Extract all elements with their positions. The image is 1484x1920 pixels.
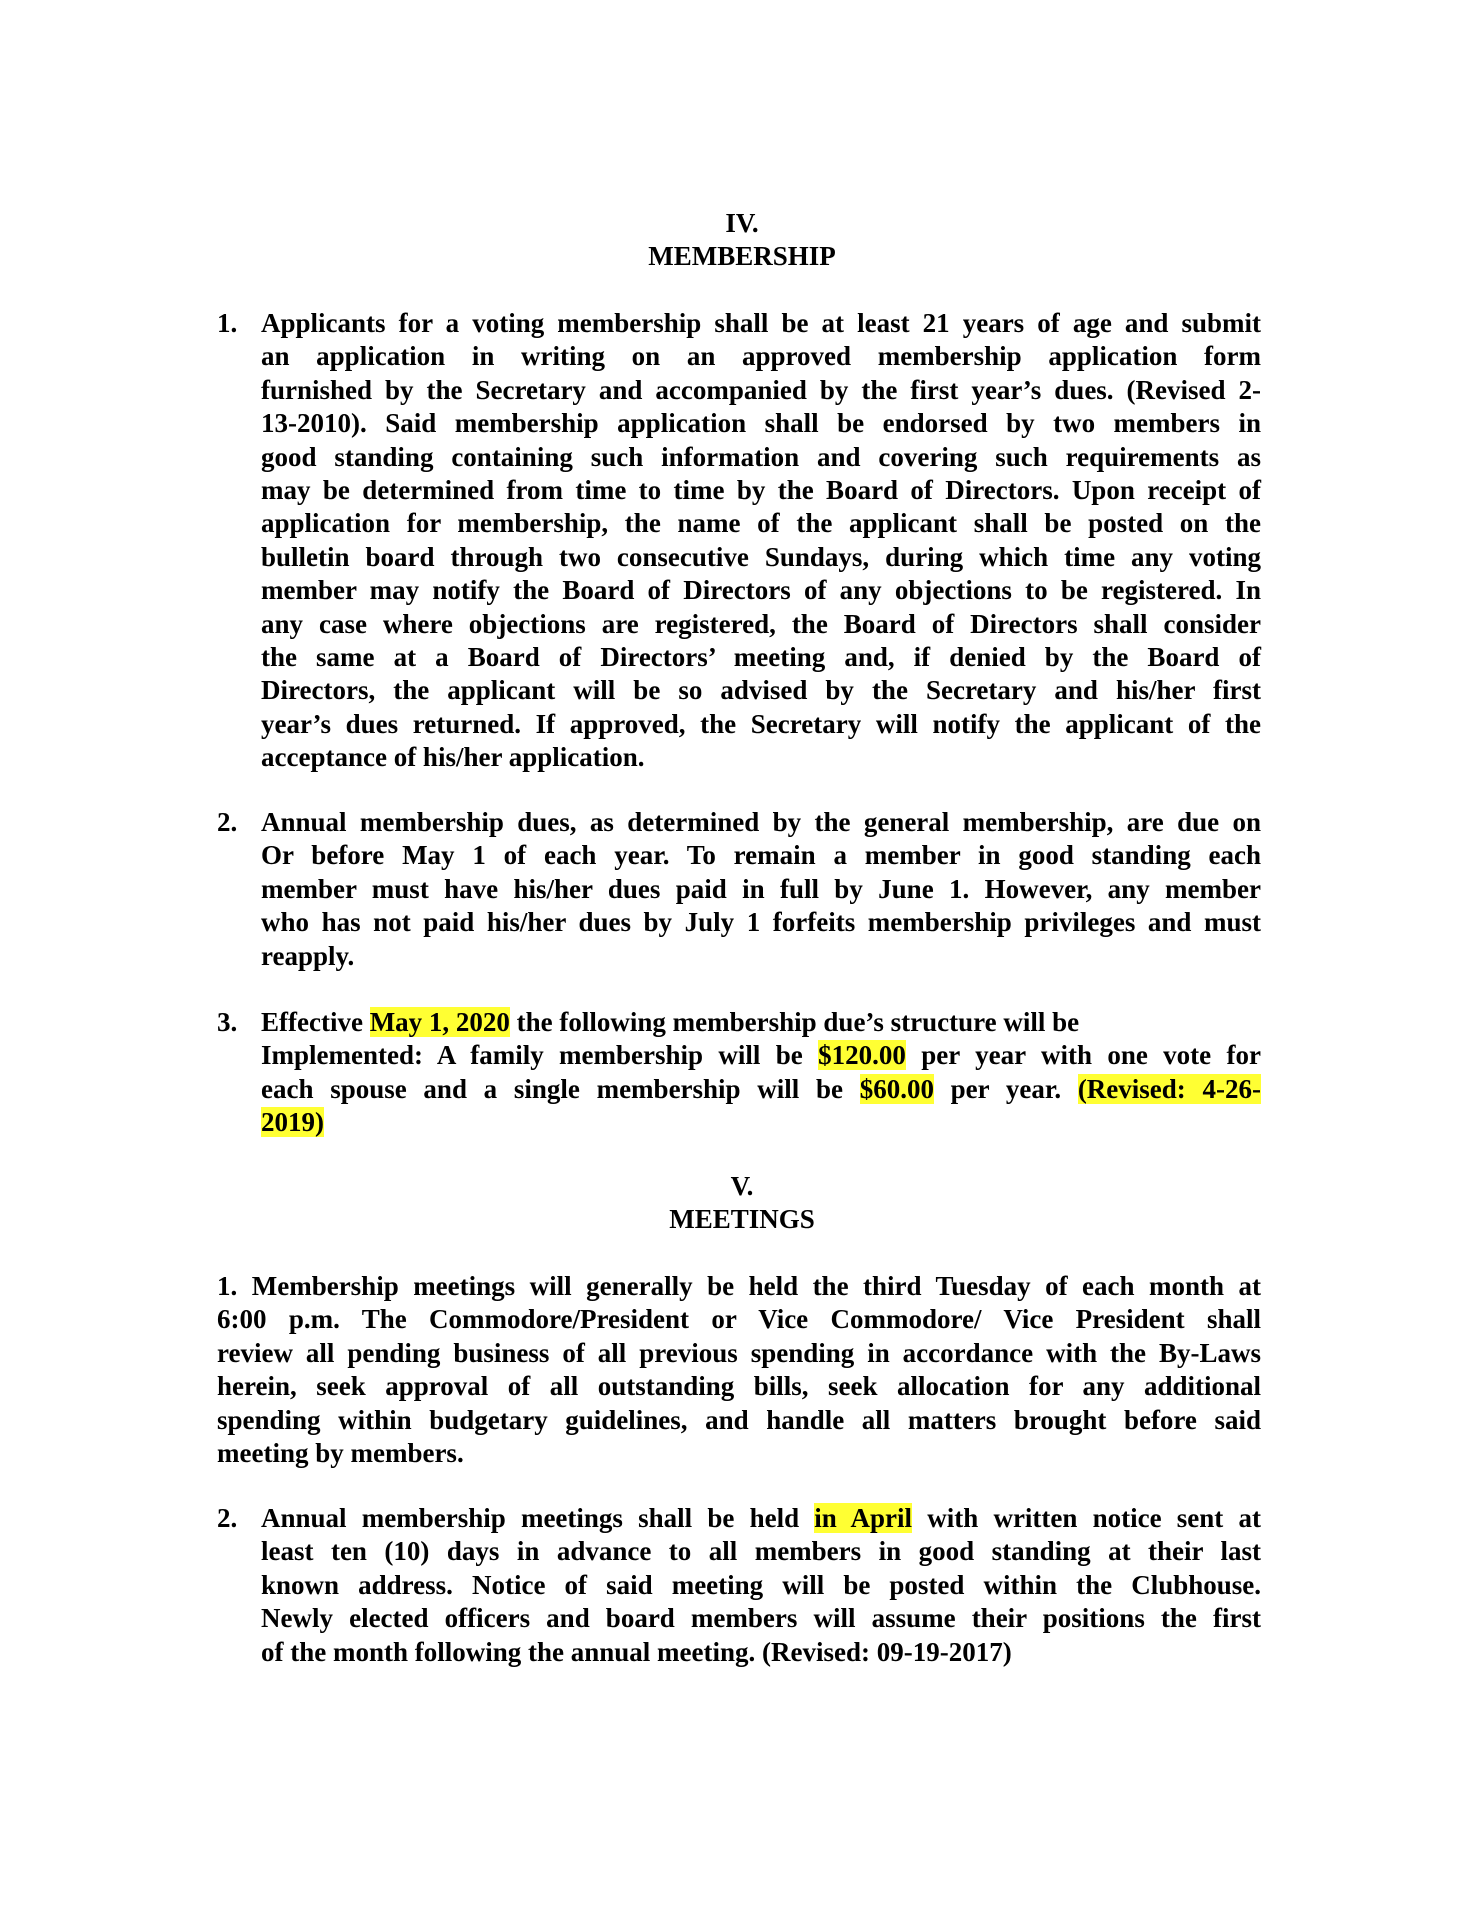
- text-line: Or before May 1 of each year. To remain a member in good standing each: [261, 840, 1261, 871]
- text-line: least ten (10) days in advance to all members in good standing at their last: [261, 1536, 1261, 1567]
- text-line: [261, 1039, 1261, 1072]
- item-number: 3.: [217, 1007, 238, 1037]
- text-line: 1. Membership meetings will generally be held the third Tuesday of each month at: [217, 1271, 1261, 1301]
- text-line: spending within budgetary guidelines, and handle all matters brought before said: [217, 1404, 1261, 1435]
- text-line: [261, 1073, 1261, 1106]
- text-line: any case where objections are registered, the Board of Directors shall consider: [261, 608, 1261, 639]
- membership-item-3: [217, 1006, 1261, 1140]
- text-line: Applicants for a voting membership shall be at least 21 years of age and submit: [261, 308, 1261, 338]
- section-heading-membership: [0, 207, 1484, 273]
- text-line: [261, 1106, 1261, 1139]
- section-heading-meetings: [0, 1170, 1484, 1236]
- text-segment: per year.: [933, 1073, 1078, 1104]
- highlighted-single-fee: $60.00: [859, 1073, 934, 1104]
- text-line: member may notify the Board of Directors of any objections to be registered. In: [261, 575, 1261, 606]
- highlighted-revision-note: (Revised: 4-26-: [1077, 1073, 1261, 1104]
- text-segment: with written notice sent at: [912, 1503, 1261, 1533]
- text-segment: the following membership due’s structure will be: [509, 1007, 1080, 1037]
- text-line: [261, 1006, 1261, 1039]
- text-line: review all pending business of all previous spending in accordance with the By-Laws: [217, 1337, 1261, 1368]
- text-line: may be determined from time to time by the Board of Directors. Upon receipt of: [261, 475, 1261, 506]
- section-title: MEETINGS: [669, 1204, 815, 1234]
- section-number: V.: [730, 1171, 754, 1201]
- item-number: 2.: [217, 1503, 238, 1533]
- text-segment: Annual membership meetings shall be held: [261, 1503, 815, 1533]
- highlighted-revision-note: 2019): [261, 1107, 324, 1138]
- membership-item-2: [217, 806, 1261, 973]
- highlighted-date: May 1, 2020: [369, 1007, 510, 1037]
- text-line: year’s dues returned. If approved, the Secretary will notify the applicant of the: [261, 708, 1261, 739]
- item-number: 2.: [217, 807, 238, 837]
- text-line: 6:00 p.m. The Commodore/President or Vice Commodore/ Vice President shall: [217, 1304, 1261, 1335]
- text-line: known address. Notice of said meeting will be posted within the Clubhouse.: [261, 1569, 1261, 1600]
- highlighted-family-fee: $120.00: [818, 1040, 906, 1071]
- text-line: herein, seek approval of all outstanding bills, seek allocation for any additional: [217, 1371, 1261, 1402]
- text-segment: Effective: [261, 1007, 370, 1037]
- text-line: of the month following the annual meeting. (Revised: 09-19-2017): [261, 1636, 1012, 1667]
- text-line: [261, 1502, 1261, 1535]
- text-line: Directors, the applicant will be so advised by the Secretary and his/her first: [261, 675, 1261, 706]
- text-line: bulletin board through two consecutive Sundays, during which time any voting: [261, 541, 1261, 572]
- text-line: reapply.: [261, 940, 355, 971]
- text-line: Annual membership dues, as determined by the general membership, are due on: [261, 807, 1261, 837]
- text-segment: each spouse and a single membership will be: [261, 1073, 860, 1104]
- membership-item-1: [217, 307, 1261, 775]
- item-number: 1.: [217, 308, 238, 338]
- meeting-item-1: [217, 1270, 1261, 1470]
- text-line: meeting by members.: [217, 1438, 464, 1469]
- text-line: the same at a Board of Directors’ meeting and, if denied by the Board of: [261, 642, 1261, 673]
- text-line: 13-2010). Said membership application shall be endorsed by two members in: [261, 408, 1261, 439]
- text-line: good standing containing such information and covering such requirements as: [261, 441, 1261, 472]
- text-segment: Implemented: A family membership will be: [261, 1040, 819, 1071]
- highlighted-month: in April: [814, 1503, 913, 1533]
- text-line: an application in writing on an approved membership application form: [261, 341, 1261, 372]
- text-line: who has not paid his/her dues by July 1 forfeits membership privileges and must: [261, 907, 1261, 938]
- text-line: application for membership, the name of the applicant shall be posted on the: [261, 508, 1261, 539]
- section-title: MEMBERSHIP: [648, 241, 836, 271]
- text-line: Newly elected officers and board members will assume their positions the first: [261, 1603, 1261, 1634]
- section-number: IV.: [725, 208, 759, 238]
- text-line: acceptance of his/her application.: [261, 742, 645, 773]
- text-segment: per year with one vote for: [905, 1040, 1261, 1071]
- text-line: furnished by the Secretary and accompanied by the first year’s dues. (Revised 2-: [261, 374, 1261, 405]
- text-line: member must have his/her dues paid in full by June 1. However, any member: [261, 873, 1261, 904]
- meeting-item-2: [217, 1502, 1261, 1669]
